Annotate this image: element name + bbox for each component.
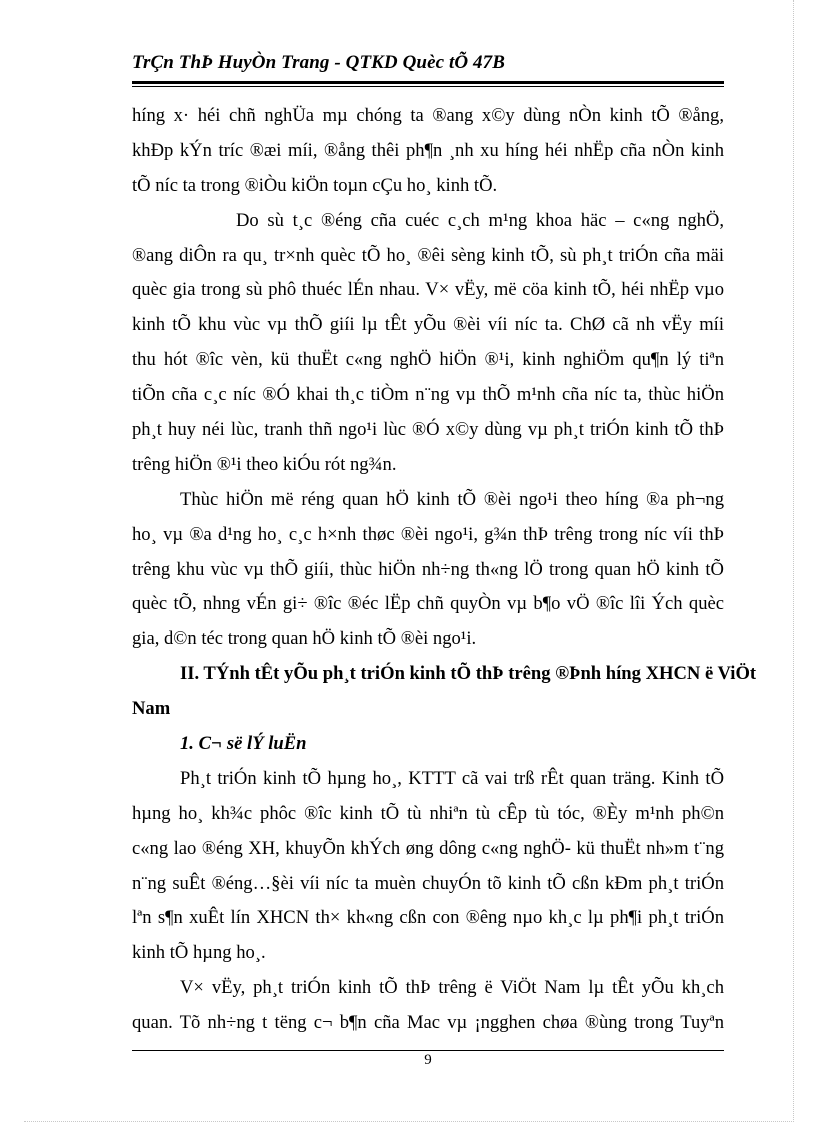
text-line: ph¸t huy néi lùc, tranh thñ ngo¹i lùc ®Ó x©y dùng vµ ph¸t triÓn kinh tÕ thÞ	[132, 419, 724, 441]
page-edge-bottom	[24, 1121, 794, 1122]
section-heading-continued: Nam	[132, 698, 171, 720]
text-line: khÐp kÝn tríc ®æi míi, ®ång thêi ph¶n ¸nh xu híng héi nhËp cña nÒn kinh	[132, 139, 724, 161]
text-line: ho¸ vµ ®a d¹ng ho¸ c¸c h×nh thøc ®èi ngo¹i, g¾n thÞ trêng trong níc víi thÞ	[132, 523, 724, 545]
page-number: 9	[424, 1052, 432, 1068]
text-line: lªn s¶n xuÊt lín XHCN th× kh«ng cßn con ®êng nµo kh¸c lµ ph¶i ph¸t triÓn	[132, 907, 724, 929]
section-heading: II. TÝnh tÊt yÕu ph¸t triÓn kinh tÕ thÞ trêng ®Þnh híng XHCN ë ViÖt	[180, 663, 757, 685]
text-line: hµng ho¸ kh¾c phôc ®îc kinh tÕ tù nhiªn tù cÊp tù tóc, ®Èy m¹nh ph©n	[132, 802, 724, 824]
text-line: trêng hiÖn ®¹i theo kiÓu rót ng¾n.	[132, 453, 397, 475]
running-header: TrÇn ThÞ HuyÒn Trang - QTKD Quèc tÕ 47B	[132, 52, 506, 73]
document-body	[132, 99, 757, 1041]
text-line: quan. Tõ nh÷ng t tëng c¬ b¶n cña Mac vµ ¡ngghen chøa ®ùng trong Tuyªn	[132, 1012, 724, 1034]
footer-rule	[132, 1050, 724, 1051]
header-rule-thin	[132, 86, 724, 87]
text-line: quèc gia trong sù phô thuéc lÉn nhau. V× vËy, më cöa kinh tÕ, héi nhËp vµo	[132, 279, 724, 301]
text-line: tiÕn cña c¸c níc ®Ó khai th¸c tiÒm n¨ng vµ thÕ m¹nh cña níc ta, thùc hiÖn	[132, 384, 724, 406]
header-rule-thick	[132, 81, 724, 84]
page-edge-right	[793, 0, 794, 1122]
text-line: quèc tÕ, nhng vÉn gi÷ ®îc ®éc lËp chñ quyÒn vµ b¶o vÖ ®îc lîi Ých quèc	[132, 593, 724, 615]
text-line: thu hót ®îc vèn, kü thuËt c«ng nghÖ hiÖn ®¹i, kinh nghiÖm qu¶n lý tiªn	[132, 349, 724, 371]
text-line: c«ng lao ®éng XH, khuyÕn khÝch øng dông c«ng nghÖ- kü thuËt nh»m t¨ng	[132, 837, 724, 859]
text-line: Ph¸t triÓn kinh tÕ hµng ho¸, KTTT cã vai trß rÊt quan träng. Kinh tÕ	[180, 767, 724, 789]
subsection-heading: 1. C¬ së lÝ luËn	[180, 733, 307, 755]
text-line: kinh tÕ hµng ho¸.	[132, 942, 266, 964]
text-line: ®ang diÔn ra qu¸ tr×nh quèc tÕ ho¸ ®êi sèng kinh tÕ, sù ph¸t triÓn cña mäi	[132, 244, 724, 266]
text-line: tÕ níc ta trong ®iÒu kiÖn toµn cÇu ho¸ kinh tÕ.	[132, 174, 498, 196]
text-line: n¨ng suÊt ®éng…§èi víi níc ta muèn chuyÓn tõ kinh tÕ cßn kÐm ph¸t triÓn	[132, 872, 724, 894]
text-line: Do sù t¸c ®éng cña cuéc c¸ch m¹ng khoa häc – c«ng nghÖ,	[236, 209, 724, 231]
text-line: gia, d©n téc trong quan hÖ kinh tÕ ®èi ngo¹i.	[132, 628, 477, 650]
text-line: trêng khu vùc vµ thÕ giíi, thùc hiÖn nh÷ng th«ng lÖ trong quan hÖ kinh tÕ	[132, 558, 724, 580]
text-line: Thùc hiÖn më réng quan hÖ kinh tÕ ®èi ngo¹i theo híng ®a ph¬ng	[180, 488, 724, 510]
text-line: kinh tÕ khu vùc vµ thÕ giíi lµ tÊt yÕu ®èi víi níc ta. ChØ cã nh vËy míi	[132, 314, 724, 336]
text-line: V× vËy, ph¸t triÓn kinh tÕ thÞ trêng ë ViÖt Nam lµ tÊt yÕu kh¸ch	[180, 977, 724, 999]
text-line: híng x· héi chñ nghÜa mµ chóng ta ®ang x©y dùng nÒn kinh tÕ ®ång,	[132, 105, 724, 126]
